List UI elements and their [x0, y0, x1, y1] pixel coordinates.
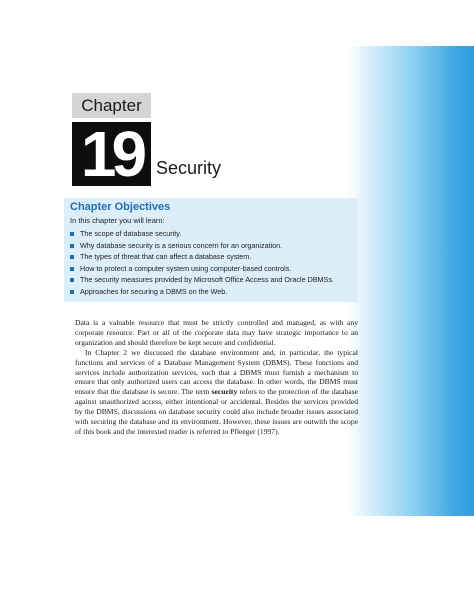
square-bullet-icon: [70, 232, 74, 236]
objective-item: [70, 240, 334, 252]
body-paragraph: [75, 348, 358, 437]
square-bullet-icon: [70, 290, 74, 294]
chapter-title: Security: [156, 158, 222, 178]
objective-text: The scope of database security.: [80, 229, 182, 238]
objective-text: The security measures provided by Microsoft Office Access and Oracle DBMSs.: [80, 275, 334, 285]
chapter-number: 19: [72, 122, 151, 186]
objective-text: Why database security is a serious concern for an organization.: [80, 240, 283, 250]
chapter-objectives-box: [64, 198, 358, 302]
objectives-list: [70, 228, 334, 298]
chapter-label: Chapter: [72, 93, 151, 118]
objective-item: [70, 251, 334, 263]
objective-item: [70, 228, 334, 240]
defined-term: security: [211, 387, 238, 397]
objective-text: Approaches for securing a DBMS on the Web.: [80, 286, 228, 296]
objective-text: The types of threat that can affect a database system.: [80, 252, 252, 262]
body-paragraph: Data is a valuable resource that must be strictly controlled and managed, as with any corporate resource. Part or all of the corporate data may have strategic importance to an organization and should therefore be kept secure and confidential.: [75, 318, 358, 347]
objective-item: [70, 274, 334, 286]
objective-text: How to protect a computer system using computer-based controls.: [80, 263, 292, 273]
decorative-edge-bar: [348, 46, 474, 516]
objective-item: [70, 263, 334, 275]
square-bullet-icon: [70, 244, 74, 248]
square-bullet-icon: [70, 278, 74, 282]
objective-item: [70, 286, 334, 298]
square-bullet-icon: [70, 267, 74, 271]
objectives-intro: In this chapter you will learn:: [70, 216, 165, 225]
square-bullet-icon: [70, 255, 74, 259]
body-text-run: refers to the protection of the database against unauthorized access, either intentional or accidental. Besides the services provided by the DBMS, discussions on database security could also include broader issues associated with securing the database and its environment. However, these issues are outwith the scope of this book and the interested reader is referred to Pfleeger (1997).: [75, 387, 358, 436]
objectives-heading: Chapter Objectives: [70, 201, 171, 213]
body-text-run: In Chapter 2 we discussed the database environment and, in particular, the typical functions and services of a Database Management System (DBMS). These functions and services include authorization services, such that a DBMS must furnish a mechanism to ensure that only authorized users can access the database. In other words, the DBMS must ensure that the database is secure. The term: [75, 347, 358, 397]
chapter-body-text: [75, 318, 358, 437]
